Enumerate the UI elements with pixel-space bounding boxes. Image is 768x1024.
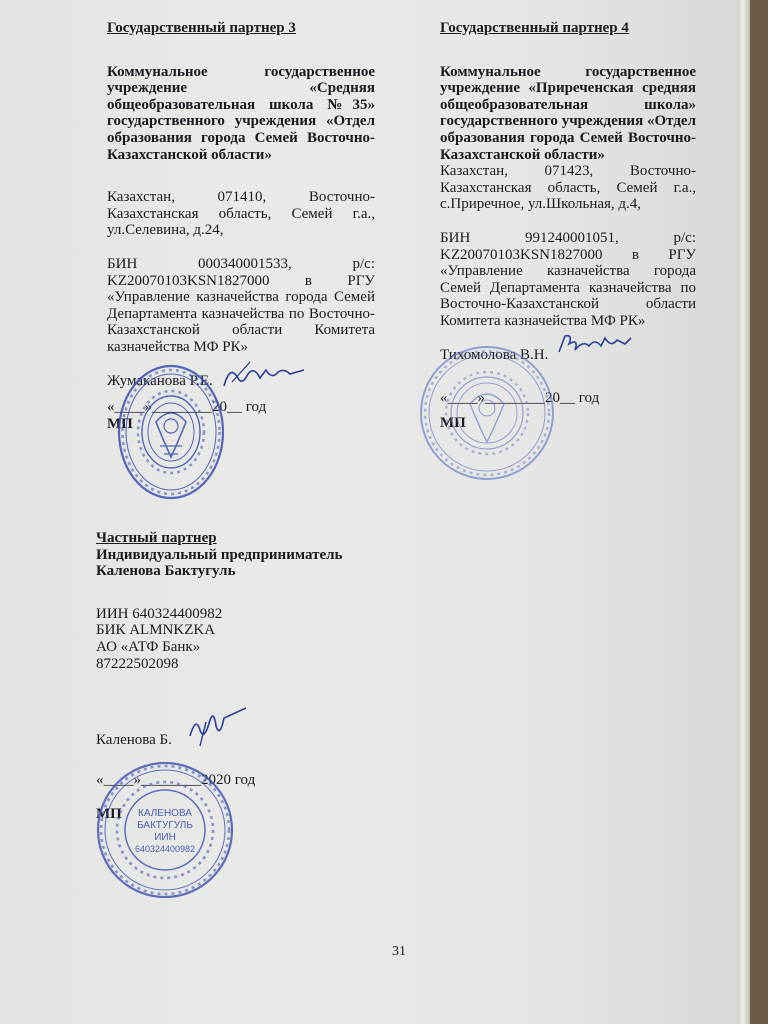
private-name-line: Индивидуальный предприниматель bbox=[96, 546, 343, 563]
partner-4-heading: Государственный партнер 4 bbox=[440, 20, 629, 36]
org-line: государственного учреждения «Отдел bbox=[107, 113, 375, 130]
bank-line: БИН 000340001533, р/с: bbox=[107, 255, 375, 272]
partner-3-mp: МП bbox=[107, 415, 133, 432]
stamp-text: БАКТУГУЛЬ bbox=[137, 820, 193, 831]
partner-3-signer: Жумаканова Р.Е. bbox=[107, 372, 213, 389]
bank-line: БИН 991240001051, р/с: bbox=[440, 229, 696, 246]
address-line: Казахстанская область, Семей г.а., bbox=[107, 205, 375, 222]
bank-line: «Управление казначейства города bbox=[440, 263, 696, 280]
org-line: учреждение «Приреченская средняя bbox=[440, 80, 696, 97]
private-detail: АО «АТФ Банк» bbox=[96, 638, 201, 655]
org-line: образования города Семей Восточно- bbox=[107, 129, 375, 146]
org-line: Коммунальное государственное bbox=[107, 63, 375, 80]
partner-4-signer: Тихомолова В.Н. bbox=[440, 346, 549, 363]
bank-line: казначейства МФ РК» bbox=[107, 338, 249, 355]
page-edge bbox=[738, 0, 750, 1024]
org-line: государственного учреждения «Отдел bbox=[440, 113, 696, 130]
org-line: Казахстанской области» bbox=[440, 146, 605, 163]
stamp-text: 640324400982 bbox=[134, 844, 196, 854]
signature-zhumakanova bbox=[220, 356, 310, 396]
private-detail: БИК ALMNKZKA bbox=[96, 622, 216, 639]
bank-line: KZ20070103KSN1827000 в РГУ bbox=[107, 272, 375, 289]
bank-line: «Управление казначейства города Семей bbox=[107, 289, 375, 306]
bank-line: Казахстанской области Комитета bbox=[107, 322, 375, 339]
private-signer: Каленова Б. bbox=[96, 732, 172, 749]
address-line: ул.Селевина, д.24, bbox=[107, 222, 224, 239]
official-seal-stamp bbox=[116, 362, 226, 502]
address-line: Казахстан, 071423, Восточно- bbox=[440, 163, 696, 180]
partner-3-date: «____»________20__ год bbox=[107, 399, 267, 416]
address-line: Казахстанская область, Семей г.а., bbox=[440, 179, 696, 196]
private-detail: ИИН 640324400982 bbox=[96, 605, 223, 622]
partner-4-mp: МП bbox=[440, 414, 466, 431]
bank-line: Восточно-Казахстанской области bbox=[440, 296, 696, 313]
private-name-line: Каленова Бактугуль bbox=[96, 563, 236, 580]
stamp-text: ИИН bbox=[154, 832, 176, 843]
private-mp: МП bbox=[96, 806, 122, 823]
bank-line: Комитета казначейства МФ РК» bbox=[440, 312, 646, 329]
stamp-text: КАЛЕНОВА bbox=[138, 808, 192, 819]
page-number: 31 bbox=[392, 944, 406, 959]
bank-line: Семей Департамента казначейства по bbox=[440, 279, 696, 296]
official-seal-stamp bbox=[418, 344, 556, 482]
private-partner-heading: Частный партнер bbox=[96, 530, 217, 546]
partner-4-date: «____»________20__ год bbox=[440, 390, 600, 407]
bank-line: Департамента казначейства по Восточно- bbox=[107, 305, 375, 322]
signature-tikhomolova bbox=[555, 330, 635, 360]
signature-kalenova bbox=[180, 702, 250, 750]
org-line: учреждение «Средняя bbox=[107, 80, 375, 97]
private-partner-stamp bbox=[95, 760, 235, 900]
org-line: общеобразовательная школа №35» bbox=[107, 96, 375, 113]
private-detail: 87222502098 bbox=[96, 655, 179, 672]
org-line: Коммунальное государственное bbox=[440, 63, 696, 80]
bank-line: KZ20070103KSN1827000 в РГУ bbox=[440, 246, 696, 263]
org-line: общеобразовательная школа» bbox=[440, 96, 696, 113]
org-line: Казахстанской области» bbox=[107, 146, 272, 163]
address-line: с.Приречное, ул.Школьная, д.4, bbox=[440, 196, 642, 213]
private-date: «____»________2020 год bbox=[96, 771, 256, 788]
partner-3-heading: Государственный партнер 3 bbox=[107, 20, 296, 36]
org-line: образования города Семей Восточно- bbox=[440, 129, 696, 146]
address-line: Казахстан, 071410, Восточно- bbox=[107, 189, 375, 206]
